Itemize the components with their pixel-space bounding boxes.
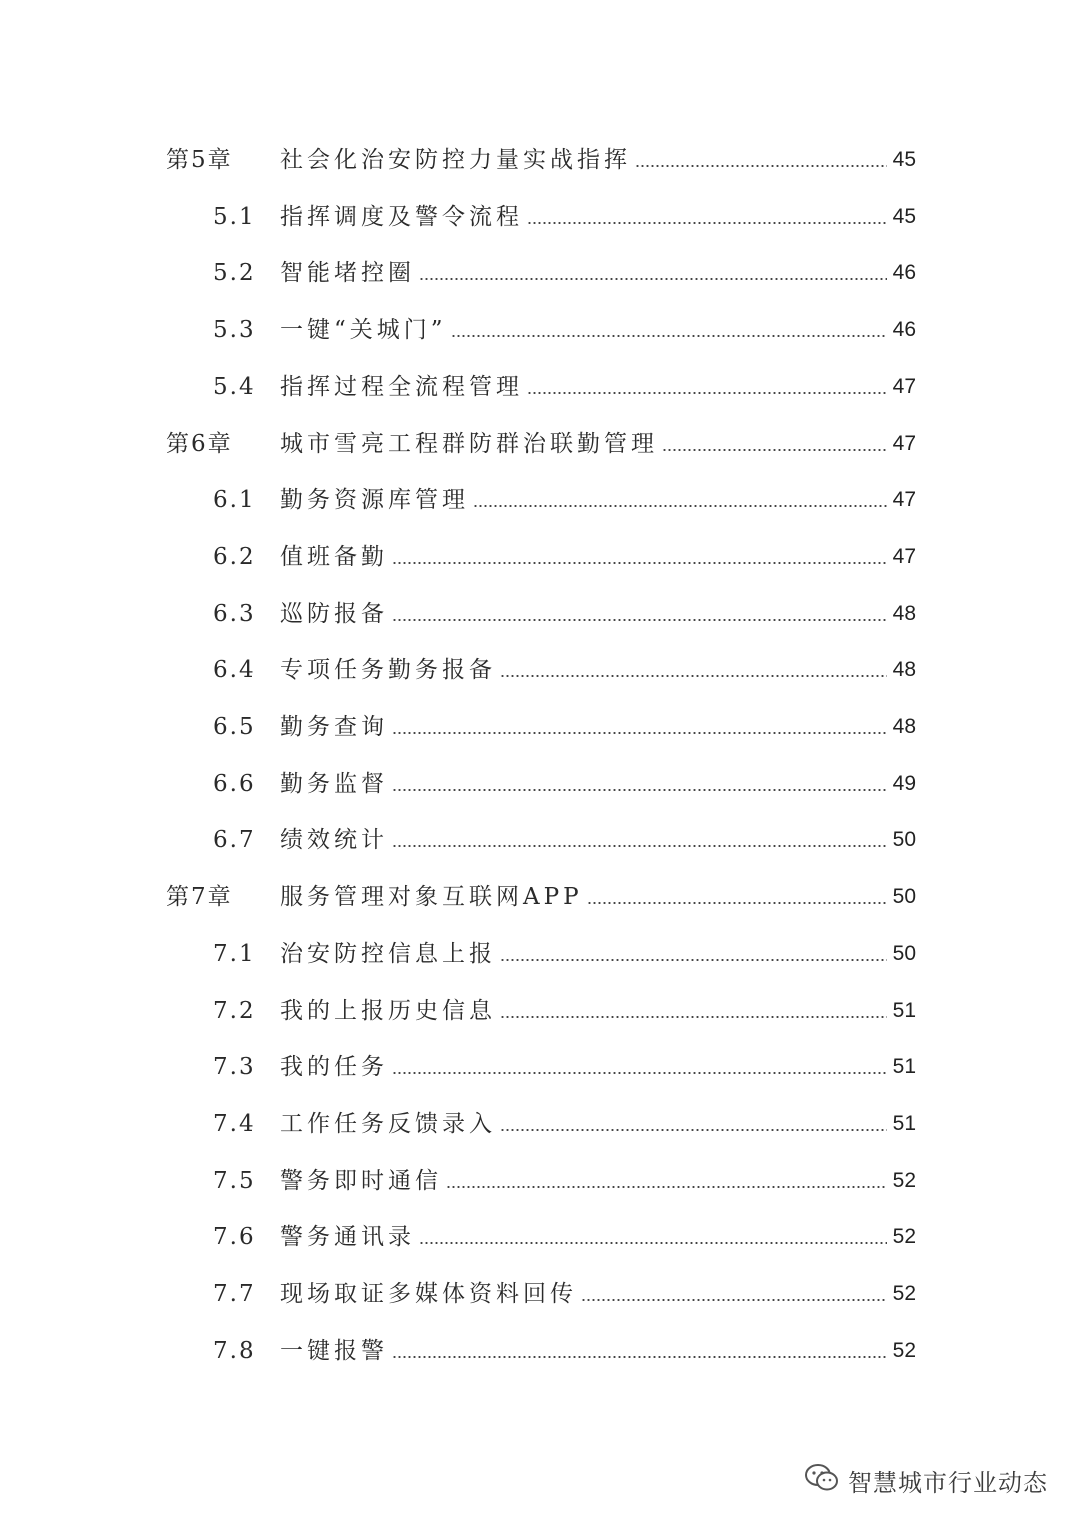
toc-entry-page: 47 — [892, 432, 916, 455]
toc-section-entry[interactable] — [0, 480, 1080, 520]
toc-section-entry[interactable] — [0, 1104, 1080, 1144]
toc-entry-page: 50 — [892, 885, 916, 908]
toc-section-entry[interactable] — [0, 594, 1080, 634]
toc-entry-title: 城市雪亮工程群防群治联勤管理 — [280, 431, 658, 457]
toc-entry-page: 52 — [892, 1225, 916, 1248]
toc-leader-dots — [527, 392, 887, 394]
toc-entry-page: 50 — [892, 828, 916, 851]
toc-entry-number: 第7章 — [166, 884, 233, 910]
toc-leader-dots — [527, 222, 887, 224]
toc-entry-line — [280, 1161, 916, 1201]
toc-entry-page: 52 — [892, 1339, 916, 1362]
toc-section-entry[interactable] — [0, 991, 1080, 1031]
toc-entry-page: 51 — [892, 1112, 916, 1135]
toc-entry-page: 51 — [892, 999, 916, 1022]
toc-section-entry[interactable] — [0, 1217, 1080, 1257]
toc-entry-title: 服务管理对象互联网APP — [280, 884, 583, 910]
toc-entry-title: 指挥调度及警令流程 — [280, 204, 523, 230]
toc-leader-dots — [392, 789, 887, 791]
toc-entry-title: 勤务查询 — [280, 714, 388, 740]
toc-leader-dots — [392, 732, 887, 734]
toc-entry-title: 巡防报备 — [280, 601, 388, 627]
toc-entry-title: 社会化治安防控力量实战指挥 — [280, 147, 631, 173]
toc-entry-line — [280, 594, 916, 634]
toc-entry-page: 45 — [892, 205, 916, 228]
toc-section-entry[interactable] — [0, 537, 1080, 577]
toc-entry-page: 48 — [892, 602, 916, 625]
toc-leader-dots — [392, 562, 887, 564]
toc-entry-line — [280, 1047, 916, 1087]
toc-entry-title: 警务通讯录 — [280, 1224, 415, 1250]
toc-entry-title: 值班备勤 — [280, 544, 388, 570]
toc-entry-line — [280, 197, 916, 237]
toc-entry-title: 工作任务反馈录入 — [280, 1111, 496, 1137]
toc-entry-line — [280, 1274, 916, 1314]
toc-section-entry[interactable] — [0, 253, 1080, 293]
toc-entry-line — [280, 140, 916, 180]
toc-section-entry[interactable] — [0, 650, 1080, 690]
toc-entry-number: 7.6 — [213, 1224, 256, 1250]
toc-entry-page: 45 — [892, 148, 916, 171]
toc-leader-dots — [392, 619, 887, 621]
toc-entry-title: 我的任务 — [280, 1054, 388, 1080]
toc-leader-dots — [392, 1072, 887, 1074]
toc-entry-number: 6.5 — [213, 714, 256, 740]
toc-leader-dots — [392, 1356, 887, 1358]
toc-entry-line — [280, 253, 916, 293]
toc-section-entry[interactable] — [0, 310, 1080, 350]
toc-entry-page: 46 — [892, 318, 916, 341]
toc-entry-title: 治安防控信息上报 — [280, 941, 496, 967]
toc-leader-dots — [392, 845, 887, 847]
toc-entry-page: 49 — [892, 772, 916, 795]
toc-entry-title: 我的上报历史信息 — [280, 998, 496, 1024]
toc-entry-line — [280, 480, 916, 520]
toc-entry-line — [280, 877, 916, 917]
toc-entry-number: 5.2 — [213, 260, 256, 286]
toc-leader-dots — [587, 902, 887, 904]
toc-entry-title: 一键“关城门” — [280, 317, 447, 343]
wechat-icon — [804, 1462, 840, 1498]
toc-entry-line — [280, 707, 916, 747]
toc-entry-page: 46 — [892, 261, 916, 284]
toc-entry-number: 5.1 — [213, 204, 256, 230]
footer-text: 智慧城市行业动态 — [848, 1468, 1048, 1497]
toc-entry-line — [280, 1331, 916, 1371]
toc-section-entry[interactable] — [0, 367, 1080, 407]
toc-section-entry[interactable] — [0, 707, 1080, 747]
toc-entry-number: 6.4 — [213, 657, 256, 683]
toc-leader-dots — [581, 1299, 887, 1301]
toc-entry-title: 警务即时通信 — [280, 1168, 442, 1194]
toc-entry-number: 6.2 — [213, 544, 256, 570]
toc-entry-line — [280, 1217, 916, 1257]
toc-section-entry[interactable] — [0, 1047, 1080, 1087]
toc-leader-dots — [500, 1016, 887, 1018]
toc-leader-dots — [446, 1186, 887, 1188]
toc-leader-dots — [662, 449, 887, 451]
toc-entry-line — [280, 820, 916, 860]
toc-leader-dots — [500, 1129, 887, 1131]
toc-entry-page: 50 — [892, 942, 916, 965]
toc-entry-line — [280, 1104, 916, 1144]
toc-entry-number: 5.3 — [213, 317, 256, 343]
toc-section-entry[interactable] — [0, 1274, 1080, 1314]
toc-entry-number: 6.6 — [213, 771, 256, 797]
toc-chapter-entry[interactable] — [0, 877, 1080, 917]
toc-leader-dots — [419, 278, 887, 280]
toc-entry-number: 7.5 — [213, 1168, 256, 1194]
toc-entry-number: 7.8 — [213, 1338, 256, 1364]
toc-entry-line — [280, 650, 916, 690]
toc-entry-title: 现场取证多媒体资料回传 — [280, 1281, 577, 1307]
toc-section-entry[interactable] — [0, 764, 1080, 804]
toc-entry-number: 7.3 — [213, 1054, 256, 1080]
toc-entry-page: 52 — [892, 1282, 916, 1305]
toc-entry-number: 第6章 — [166, 431, 233, 457]
toc-entry-title: 勤务资源库管理 — [280, 487, 469, 513]
toc-entry-line — [280, 934, 916, 974]
toc-entry-number: 6.1 — [213, 487, 256, 513]
toc-section-entry[interactable] — [0, 820, 1080, 860]
toc-entry-title: 一键报警 — [280, 1338, 388, 1364]
toc-entry-line — [280, 367, 916, 407]
toc-entry-title: 专项任务勤务报备 — [280, 657, 496, 683]
toc-leader-dots — [500, 675, 887, 677]
toc-entry-page: 48 — [892, 715, 916, 738]
toc-entry-title: 绩效统计 — [280, 827, 388, 853]
toc-entry-page: 47 — [892, 488, 916, 511]
toc-leader-dots — [473, 505, 887, 507]
toc-entry-number: 6.7 — [213, 827, 256, 853]
toc-entry-page: 47 — [892, 375, 916, 398]
toc-chapter-entry[interactable] — [0, 424, 1080, 464]
toc-entry-line — [280, 537, 916, 577]
toc-section-entry[interactable] — [0, 197, 1080, 237]
toc-entry-number: 7.1 — [213, 941, 256, 967]
toc-leader-dots — [419, 1242, 887, 1244]
toc-entry-number: 5.4 — [213, 374, 256, 400]
toc-leader-dots — [635, 165, 887, 167]
toc-section-entry[interactable] — [0, 1331, 1080, 1371]
toc-chapter-entry[interactable] — [0, 140, 1080, 180]
toc-entry-number: 7.2 — [213, 998, 256, 1024]
toc-section-entry[interactable] — [0, 1161, 1080, 1201]
toc-entry-page: 52 — [892, 1169, 916, 1192]
toc-entry-title: 智能堵控圈 — [280, 260, 415, 286]
toc-entry-title: 勤务监督 — [280, 771, 388, 797]
toc-entry-line — [280, 991, 916, 1031]
toc-leader-dots — [451, 335, 887, 337]
toc-entry-number: 7.4 — [213, 1111, 256, 1137]
toc-leader-dots — [500, 959, 887, 961]
toc-entry-number: 6.3 — [213, 601, 256, 627]
toc-entry-page: 47 — [892, 545, 916, 568]
toc-entry-line — [280, 310, 916, 350]
toc-entry-page: 51 — [892, 1055, 916, 1078]
footer-watermark — [804, 1456, 1048, 1504]
toc-entry-title: 指挥过程全流程管理 — [280, 374, 523, 400]
toc-entry-line — [280, 764, 916, 804]
toc-entry-number: 7.7 — [213, 1281, 256, 1307]
toc-entry-number: 第5章 — [166, 147, 233, 173]
toc-entry-line — [280, 424, 916, 464]
toc-section-entry[interactable] — [0, 934, 1080, 974]
toc-entry-page: 48 — [892, 658, 916, 681]
